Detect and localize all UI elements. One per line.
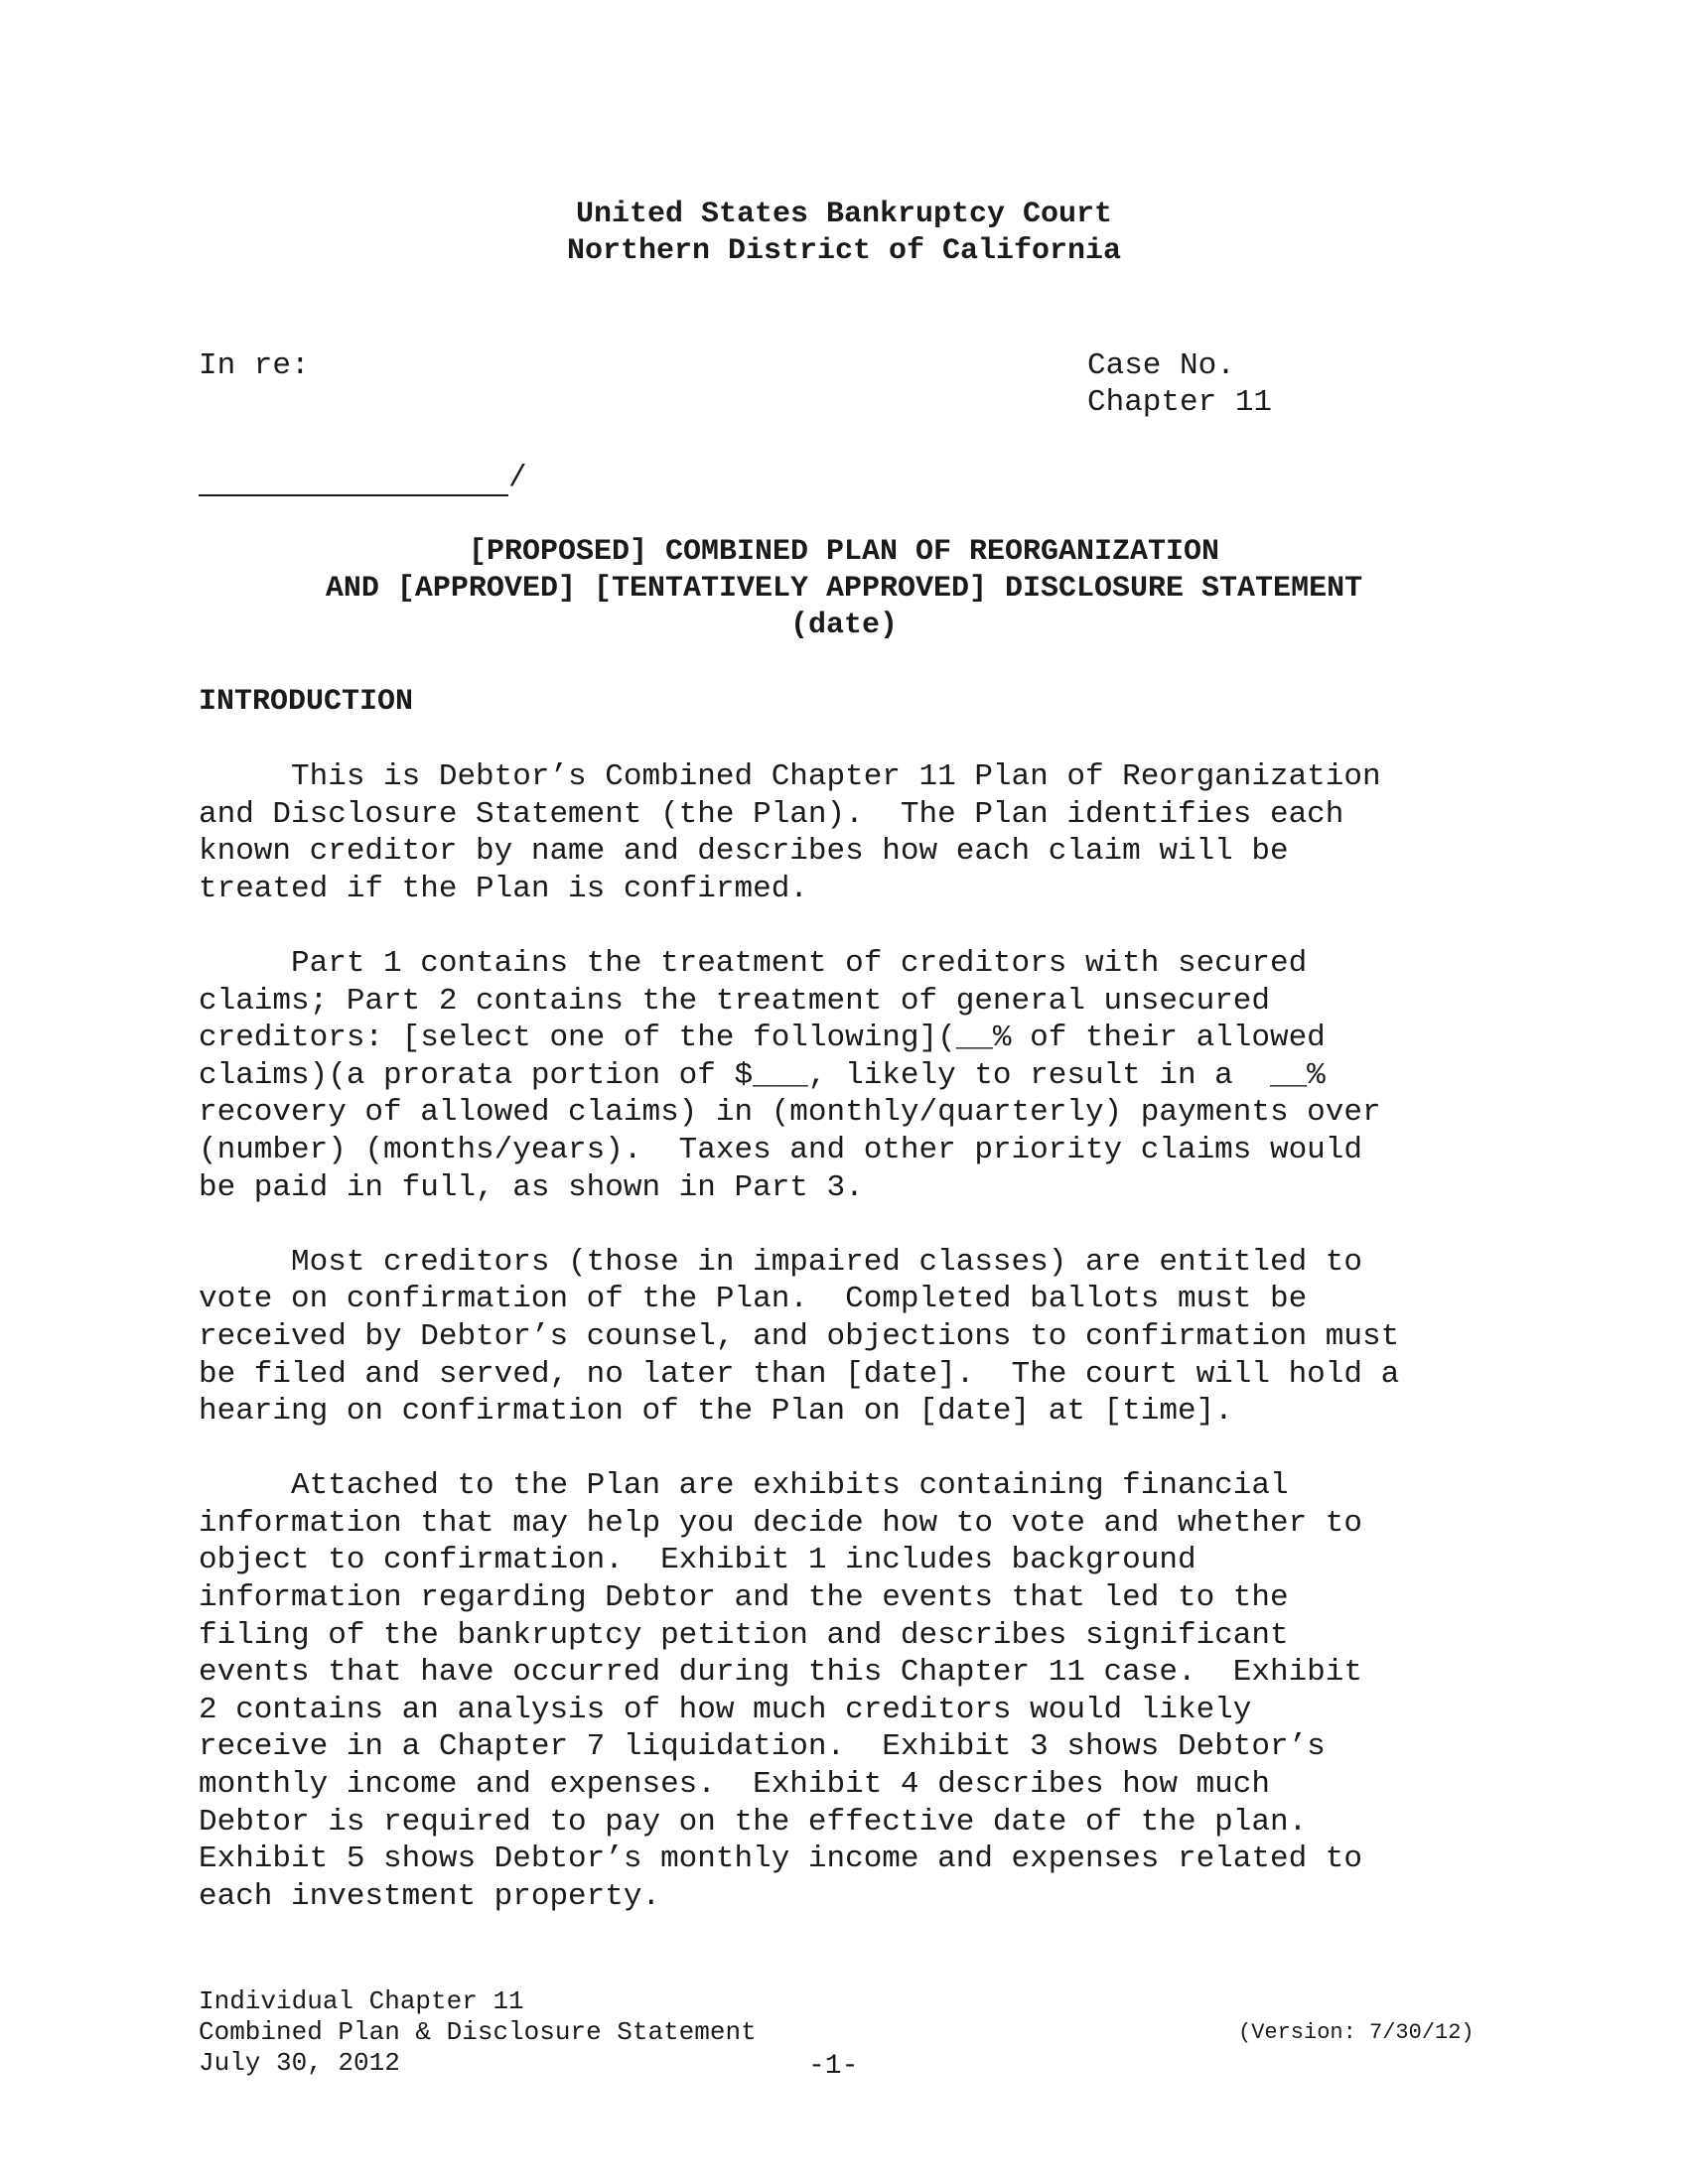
text-line: creditors: [select one of the following](__% of their allowed: [199, 1021, 1326, 1056]
text-line: be paid in full, as shown in Part 3.: [199, 1169, 864, 1205]
title-line-2: AND [APPROVED] [TENTATIVELY APPROVED] DISCLOSURE STATEMENT: [325, 572, 1363, 606]
footer-info: [199, 1986, 757, 2079]
footer-line-1: Individual Chapter 11: [199, 1986, 524, 2016]
text-line: Most creditors (those in impaired classes) are entitled to: [199, 1244, 1362, 1280]
text-line: information that may help you decide how to vote and whether to: [199, 1505, 1362, 1541]
chapter-label: Chapter 11: [1087, 385, 1273, 420]
text-line: (number) (months/years). Taxes and other priority claims would: [199, 1132, 1362, 1167]
text-line: vote on confirmation of the Plan. Completed ballots must be: [199, 1282, 1308, 1317]
text-line: each investment property.: [199, 1878, 661, 1914]
paragraph-exhibits: [199, 1467, 1499, 1915]
debtor-name-line: [199, 460, 527, 496]
text-line: object to confirmation. Exhibit 1 includes background: [199, 1543, 1196, 1578]
text-line: receive in a Chapter 7 liquidation. Exhibit 3 shows Debtor’s: [199, 1729, 1326, 1765]
text-line: information regarding Debtor and the events that led to the: [199, 1580, 1289, 1616]
paragraph-plan-parts: [199, 945, 1499, 1206]
court-name: United States Bankruptcy Court: [575, 198, 1113, 231]
text-line: and Disclosure Statement (the Plan). The Plan identifies each: [199, 796, 1344, 832]
court-header: [0, 197, 1688, 270]
paragraph-voting: [199, 1244, 1499, 1431]
footer-date: July 30, 2012: [199, 2048, 400, 2078]
document-title: [0, 534, 1688, 644]
in-re-label: In re:: [199, 348, 310, 383]
paragraph-plan-overview: [199, 758, 1499, 907]
page-number: -1-: [808, 2051, 859, 2082]
text-line: Attached to the Plan are exhibits containing financial: [199, 1468, 1289, 1504]
case-number-label: Case No.: [1087, 348, 1235, 383]
title-date: (date): [789, 609, 899, 642]
text-line: treated if the Plan is confirmed.: [199, 871, 808, 906]
text-line: filing of the bankruptcy petition and describes significant: [199, 1617, 1289, 1653]
caption-slash: /: [508, 461, 527, 495]
text-line: Debtor is required to pay on the effective date of the plan.: [199, 1804, 1308, 1840]
text-line: received by Debtor’s counsel, and objections to confirmation must: [199, 1318, 1400, 1354]
text-line: be filed and served, no later than [date]. The court will hold a: [199, 1356, 1400, 1392]
text-line: Part 1 contains the treatment of creditors with secured: [199, 945, 1308, 981]
title-line-1: [PROPOSED] COMBINED PLAN OF REORGANIZATION: [468, 535, 1220, 569]
footer-version: (Version: 7/30/12): [1238, 2020, 1475, 2045]
text-line: events that have occurred during this Chapter 11 case. Exhibit: [199, 1655, 1362, 1691]
text-line: 2 contains an analysis of how much creditors would likely: [199, 1692, 1252, 1727]
text-line: recovery of allowed claims) in (monthly/quarterly) payments over: [199, 1095, 1381, 1131]
introduction-body: [199, 758, 1499, 1953]
introduction-heading: INTRODUCTION: [199, 685, 414, 719]
text-line: Exhibit 5 shows Debtor’s monthly income and expenses related to: [199, 1842, 1362, 1877]
text-line: known creditor by name and describes how each claim will be: [199, 834, 1289, 870]
blank-underline: [199, 465, 508, 496]
case-info: [1087, 347, 1272, 421]
text-line: claims)(a prorata portion of $___, likely to result in a __%: [199, 1057, 1326, 1093]
footer-line-2: Combined Plan & Disclosure Statement: [199, 2017, 757, 2047]
text-line: monthly income and expenses. Exhibit 4 describes how much: [199, 1767, 1270, 1803]
court-district: Northern District of California: [566, 234, 1122, 268]
text-line: hearing on confirmation of the Plan on [date] at [time].: [199, 1394, 1233, 1430]
text-line: claims; Part 2 contains the treatment of general unsecured: [199, 983, 1270, 1019]
text-line: This is Debtor’s Combined Chapter 11 Plan of Reorganization: [199, 759, 1381, 794]
